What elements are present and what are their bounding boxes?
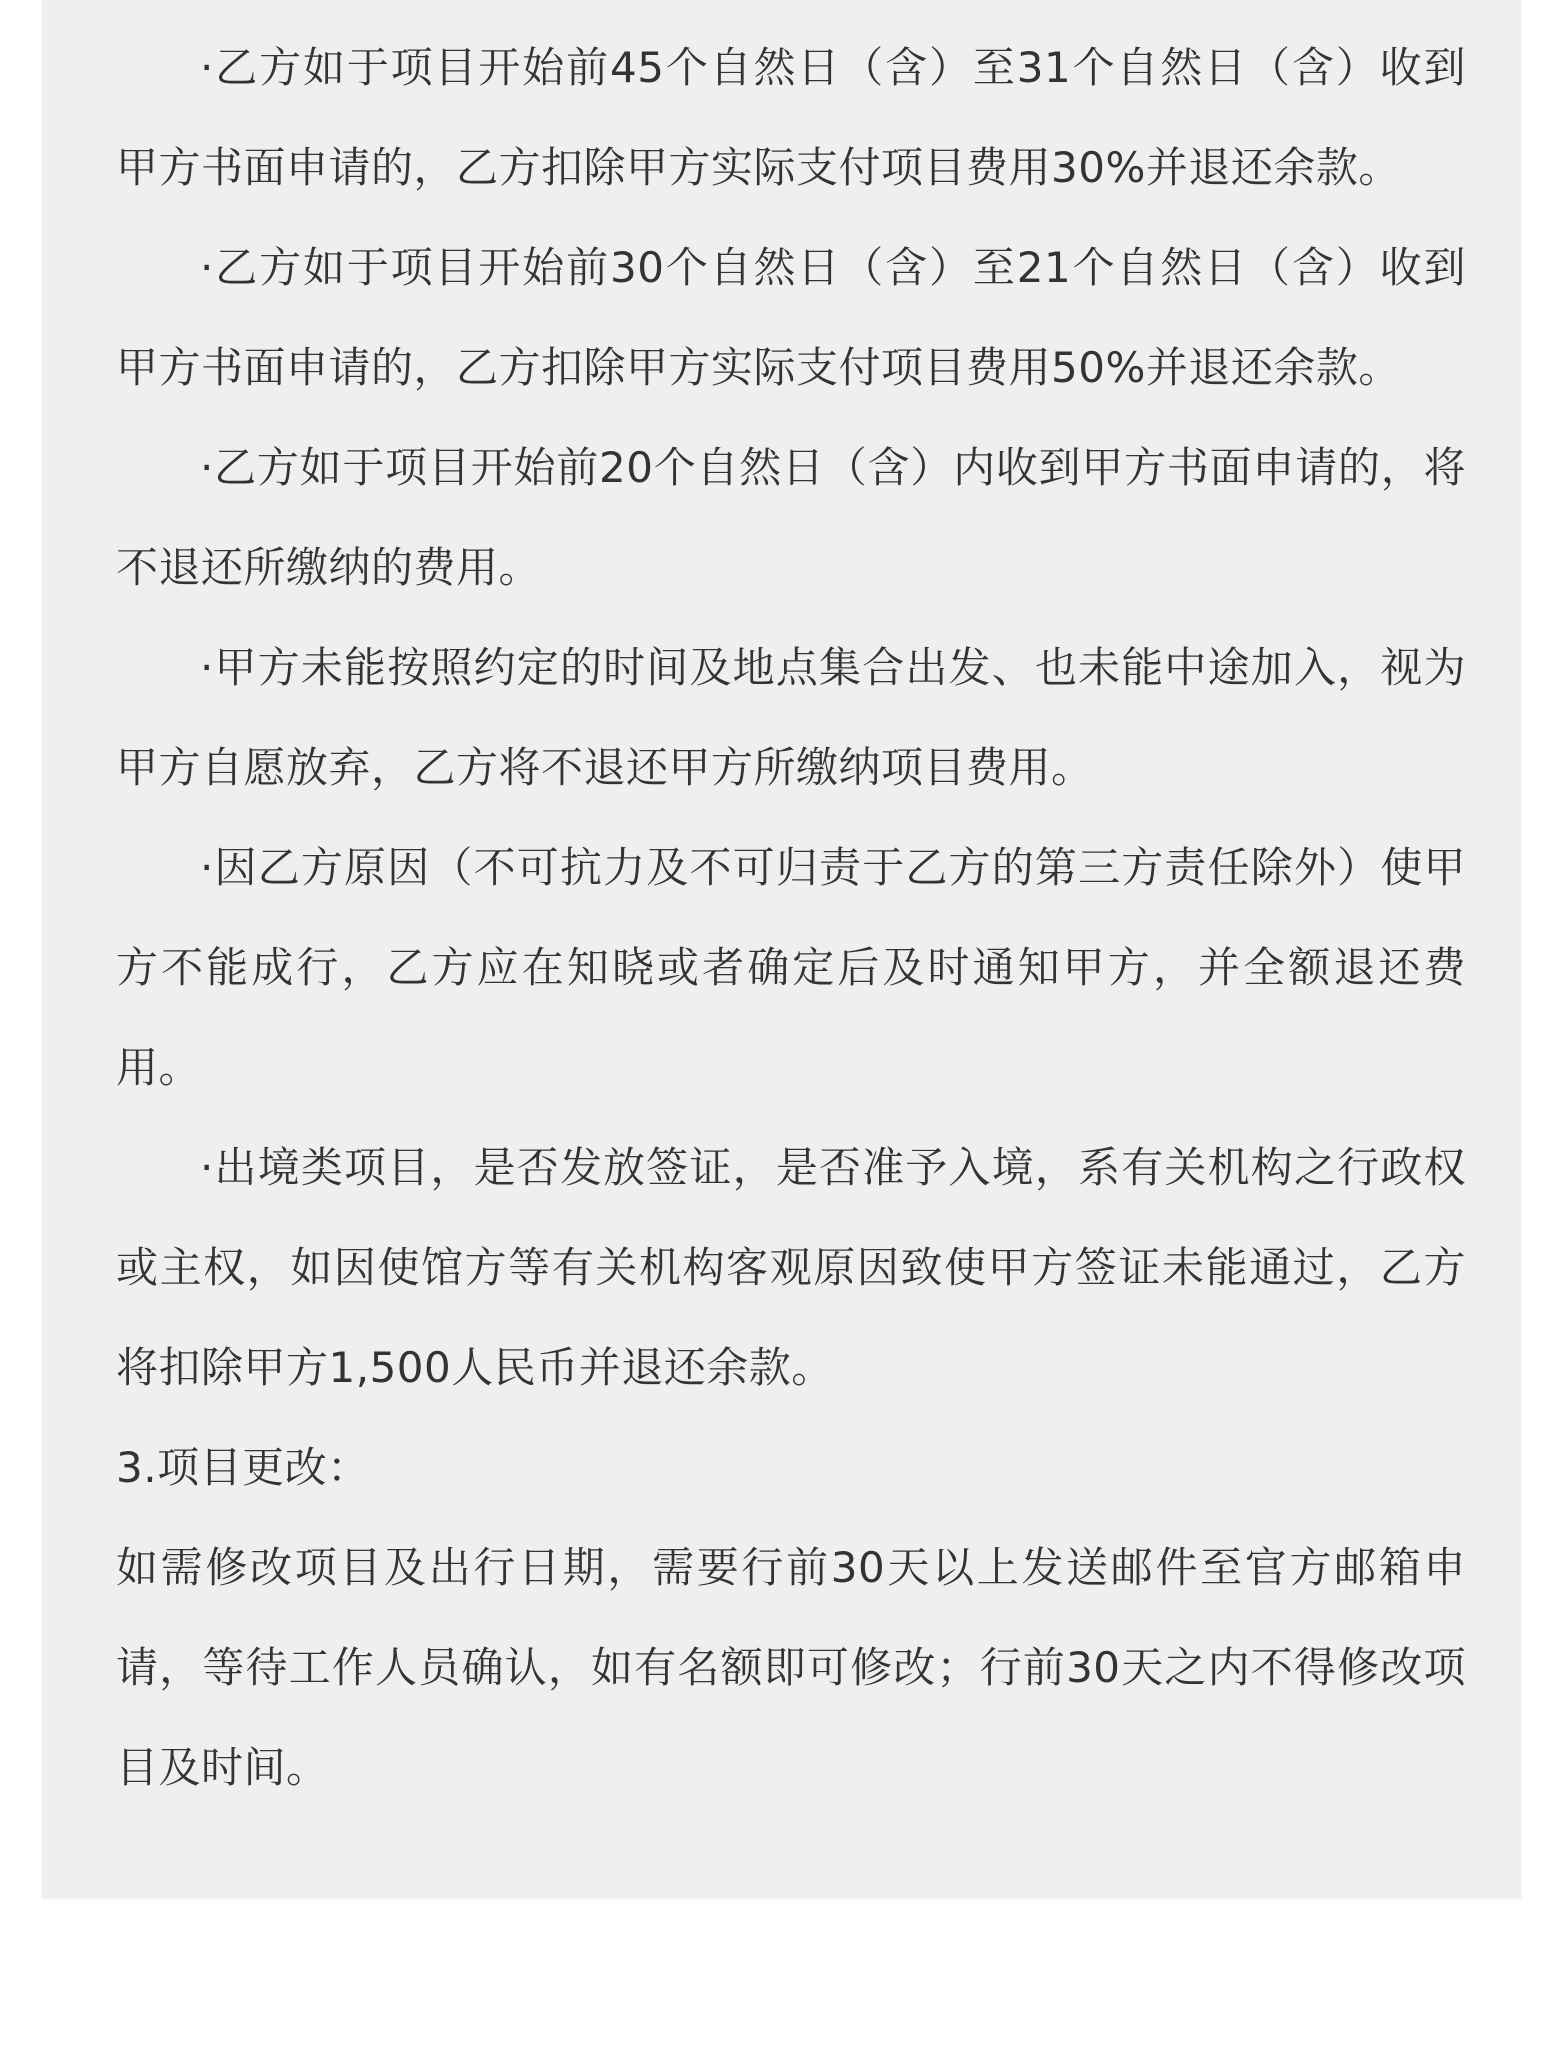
section-body-project-change: 如需修改项目及出行日期，需要行前30天以上发送邮件至官方邮箱申请，等待工作人员确认，如有名额即可修改；行前30天之内不得修改项目及时间。 xyxy=(116,1543,1466,1792)
document-card xyxy=(42,0,1521,1898)
clause-refund-within-20-days: ·乙方如于项目开始前20个自然日（含）内收到甲方书面申请的，将不退还所缴纳的费用。 xyxy=(116,443,1466,592)
clause-visa-refusal: ·出境类项目，是否发放签证，是否准予入境，系有关机构之行政权或主权，如因使馆方等有关机构客观原因致使甲方签证未能通过，乙方将扣除甲方1,500人民币并退还余款。 xyxy=(116,1143,1466,1392)
clause-refund-45-31-days: ·乙方如于项目开始前45个自然日（含）至31个自然日（含）收到甲方书面申请的，乙方扣除甲方实际支付项目费用30%并退还余款。 xyxy=(116,43,1466,192)
clause-refund-30-21-days: ·乙方如于项目开始前30个自然日（含）至21个自然日（含）收到甲方书面申请的，乙方扣除甲方实际支付项目费用50%并退还余款。 xyxy=(116,243,1466,392)
section-heading-project-change: 3.项目更改： xyxy=(116,1443,370,1492)
clause-party-b-cancel: ·因乙方原因（不可抗力及不可归责于乙方的第三方责任除外）使甲方不能成行，乙方应在知晓或者确定后及时通知甲方，并全额退还费用。 xyxy=(116,843,1466,1092)
clause-no-show: ·甲方未能按照约定的时间及地点集合出发、也未能中途加入，视为甲方自愿放弃，乙方将不退还甲方所缴纳项目费用。 xyxy=(116,643,1466,792)
document-content xyxy=(116,18,1466,1818)
